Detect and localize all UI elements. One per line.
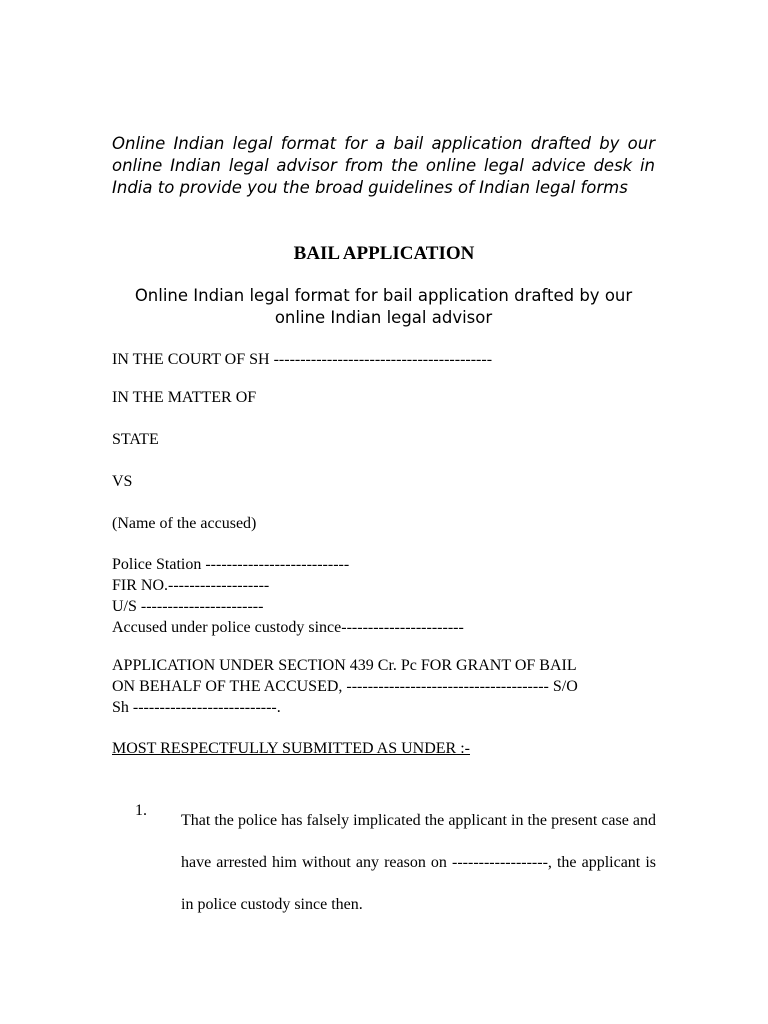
matter-line: IN THE MATTER OF <box>112 389 257 406</box>
submitted-heading: MOST RESPECTFULLY SUBMITTED AS UNDER :- <box>112 740 470 757</box>
application-line-2: ON BEHALF OF THE ACCUSED, -------------------------------------- S/O <box>112 678 578 695</box>
accused-name-line: (Name of the accused) <box>112 515 257 532</box>
intro-paragraph: Online Indian legal format for a bail application drafted by our online Indian legal advisor from the online legal advice desk in India to provide you the broad guidelines of Indian legal forms <box>112 134 655 197</box>
court-line: IN THE COURT OF SH ----------------------------------------- <box>112 351 493 368</box>
fir-number-line: FIR NO.------------------- <box>112 577 270 594</box>
point-text: That the police has falsely implicated the applicant in the present case and have arrested him without any reason on ------------------, the applicant is in police custody since then. <box>181 812 656 913</box>
application-line-1: APPLICATION UNDER SECTION 439 Cr. Pc FOR GRANT OF BAIL <box>112 657 577 674</box>
application-line-3: Sh ---------------------------. <box>112 699 281 716</box>
point-number: 1. <box>135 802 147 819</box>
document-title: BAIL APPLICATION <box>293 243 475 264</box>
document-subtitle: Online Indian legal format for bail application drafted by our online Indian legal advisor <box>134 286 633 327</box>
vs-line: VS <box>112 473 133 490</box>
custody-line: Accused under police custody since----------------------- <box>112 619 464 636</box>
section-line: U/S ----------------------- <box>112 598 264 615</box>
police-station-line: Police Station --------------------------- <box>112 556 350 573</box>
state-line: STATE <box>112 431 159 448</box>
